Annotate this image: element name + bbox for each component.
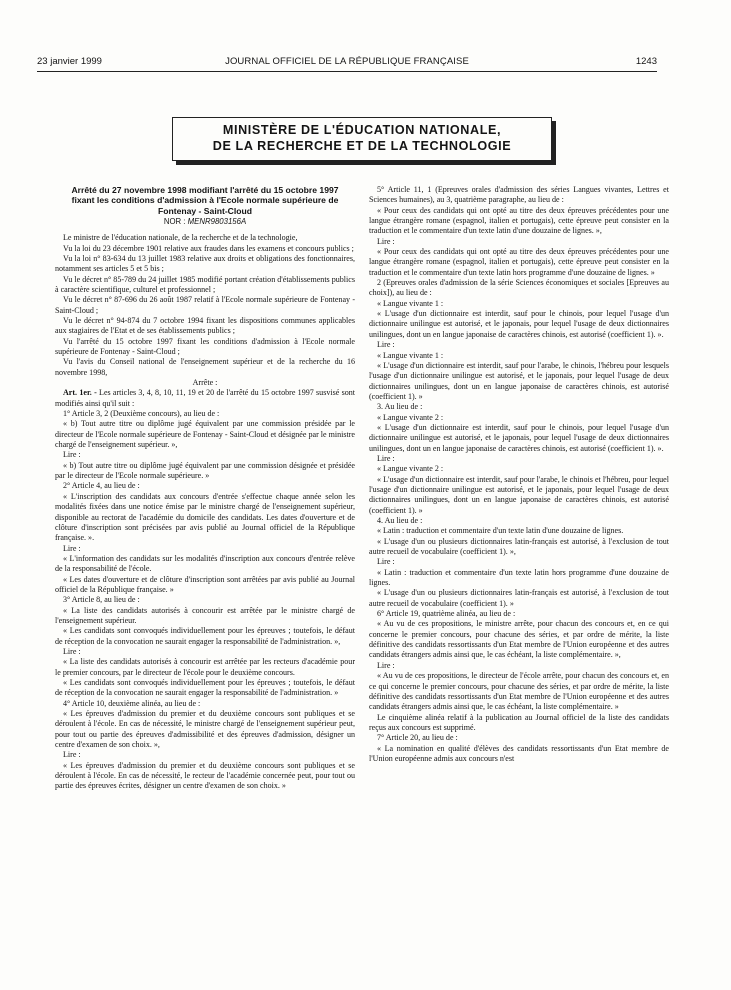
body-paragraph: « L'usage d'un dictionnaire est interdit, sauf pour le chinois, pour lequel l'usage d'un dictionnaire unilingue est autorisé, et le japonais, pour lequel l'usage de deux dictionnaires unilingues, dont un en langue japonaise de caractères chinois, est autorisé (coefficient 1). ».: [369, 422, 669, 453]
running-header: [37, 56, 657, 70]
body-paragraph: « Pour ceux des candidats qui ont opté au titre des deux épreuves précédentes pour une langue étrangère romane (espagnol, italien et portugais), cette épreuve peut consister en la traduction et le commentaire d'un texte latin d'une douzaine de lignes. »,: [369, 205, 669, 236]
body-paragraph: 3° Article 8, au lieu de :: [63, 595, 140, 605]
body-paragraph: « La nomination en qualité d'élèves des candidats ressortissants d'un Etat membre de l'Union européenne admis aux concours n'est: [369, 743, 669, 763]
body-paragraph: « Les dates d'ouverture et de clôture d'inscription sont arrêtées par avis publié au Journal officiel de la République française. »: [55, 574, 355, 594]
body-paragraph: 4. Au lieu de :: [377, 516, 423, 525]
nor-label: NOR :: [163, 216, 186, 226]
body-paragraph: Lire :: [377, 340, 395, 350]
body-paragraph: 7° Article 20, au lieu de :: [377, 733, 458, 743]
right-column: [369, 185, 669, 764]
journal-title: JOURNAL OFFICIEL DE LA RÉPUBLIQUE FRANÇAISE: [225, 56, 469, 67]
visa-paragraph: Vu la loi n° 83-634 du 13 juillet 1983 relative aux droits et obligations des fonctionnaires, notamment ses articles 5 et 5 bis ;: [55, 253, 355, 274]
body-paragraph: « Au vu de ces propositions, le directeur de l'école arrête, pour chacun des concours et, en ce qui concerne le premier concours, pour chacune des séries, et par ordre de mérite, la liste définitive des candidats ressortissants d'un Etat membre de l'Union européenne et des autres candidats étrangers admis ainsi que, le cas échéant, la liste complémentaire. »: [369, 671, 669, 712]
body-paragraph: « Les candidats sont convoqués individuellement pour les épreuves ; toutefois, le défaut de réception de la convocation ne saurait engager la responsabilité de l'administration. »: [55, 678, 355, 698]
ministry-line-1: MINISTÈRE DE L'ÉDUCATION NATIONALE,: [222, 123, 502, 137]
body-paragraph: « Langue vivante 2 :: [377, 412, 444, 422]
body-paragraph: « L'usage d'un dictionnaire est interdit, sauf pour le chinois, pour lequel l'usage d'un dictionnaire unilingue est autorisé, et le japonais, pour lequel l'usage de deux dictionnaires unilingues, dont un en langue japonaise de caractères chinois, est autorisé (coefficient 1). ».: [369, 309, 669, 339]
body-paragraph: Lire :: [377, 557, 395, 567]
body-paragraph: « b) Tout autre titre ou diplôme jugé équivalent par une commission présidée par le directeur de l'Ecole normale supérieure de Fontenay - Saint-Cloud et désignée par le ministre chargé de l'enseignement supérieur. »,: [55, 419, 355, 450]
decree-title: Arrêté du 27 novembre 1998 modifiant l'arrêté du 15 octobre 1997 fixant les conditions d'admission à l'Ecole normale supérieure de Fontenay - Saint-Cloud: [71, 185, 339, 216]
body-paragraph: « L'information des candidats sur les modalités d'inscription aux concours d'entrée relève de la responsabilité de l'école.: [55, 553, 355, 574]
visa-paragraph: Vu l'arrêté du 15 octobre 1997 fixant les conditions d'admission à l'Ecole normale supérieure de Fontenay - Saint-Cloud ;: [55, 336, 355, 357]
left-body: [55, 409, 355, 792]
body-paragraph: « Latin : traduction et commentaire d'un texte latin d'une douzaine de lignes.: [377, 526, 624, 536]
body-paragraph: 6° Article 19, quatrième alinéa, au lieu de :: [377, 609, 516, 619]
body-paragraph: « L'usage d'un ou plusieurs dictionnaires latin-français est autorisé, à l'exclusion de tout autre recueil de vocabulaire (coefficient 1). »: [369, 588, 669, 608]
body-paragraph: « Les candidats sont convoqués individuellement pour les épreuves ; toutefois, le défaut de réception de la convocation ne saurait engager la responsabilité de l'administration. »,: [55, 626, 355, 646]
body-paragraph: « b) Tout autre titre ou diplôme jugé équivalent par une commission désignée et présidée par le directeur de l'Ecole normale supérieure. »: [55, 460, 355, 481]
body-paragraph: « Langue vivante 1 :: [377, 298, 444, 308]
article-1-text: Les articles 3, 4, 8, 10, 11, 19 et 20 de l'arrêté du 15 octobre 1997 susvisé sont modifiés ainsi qu'il suit :: [55, 388, 355, 408]
body-paragraph: « L'usage d'un dictionnaire est interdit, sauf pour l'arabe, le chinois, l'hébreu pour lesquels l'usage d'un dictionnaire unilingue est autorisé, et le japonais, pour lequel l'usage de deux dictionnaires unilingues, dont un en langue japonaise de caractères chinois, est autorisé (coefficient 1). »: [369, 360, 669, 401]
left-column: [55, 185, 355, 792]
body-paragraph: « Les épreuves d'admission du premier et du deuxième concours sont publiques et se déroulent à l'école. En cas de nécessité, le ministre chargé de l'enseignement supérieur peut, pour tout ou partie des épreuves d'admissibilité et des épreuves d'admission, désigner un centre d'examen de son choix. »,: [55, 709, 355, 750]
body-paragraph: 2 (Epreuves orales d'admission de la série Sciences économiques et sociales [Epreuves au choix]), au lieu de :: [369, 278, 669, 298]
body-paragraph: « Au vu de ces propositions, le ministre arrête, pour chacun des concours et, en ce qui concerne le premier concours, pour chacune des séries, et par ordre de mérite, la liste définitive des candidats ressortissants d'un Etat membre de l'Union européenne et des autres candidats étrangers admis ainsi que, le cas échéant, la liste complémentaire. »,: [369, 619, 669, 660]
body-paragraph: 3. Au lieu de :: [377, 402, 423, 412]
body-paragraph: « Pour ceux des candidats qui ont opté au titre des deux épreuves précédentes pour une langue étrangère romane (espagnol, italien et portugais), cette épreuve peut consister en la traduction et le commentaire d'un texte latin hors programme d'une douzaine de lignes. »: [369, 247, 669, 277]
body-paragraph: 2° Article 4, au lieu de :: [63, 481, 140, 491]
body-paragraph: Lire :: [377, 453, 395, 463]
article-1-label: Art. 1er. -: [63, 388, 97, 398]
body-paragraph: « L'usage d'un dictionnaire est interdit, sauf pour l'arabe, le chinois et l'hébreu, pour lequel l'usage d'un dictionnaire unilingue est autorisé, et le japonais, pour lequel l'usage de deux dictionnaires unilingues, dont un en langue japonaise de caractères chinois, est autorisé (coefficient 1). »: [369, 474, 669, 515]
body-paragraph: 1° Article 3, 2 (Deuxième concours), au lieu de :: [63, 409, 220, 419]
right-body: [369, 185, 669, 764]
visa-paragraph: Vu le décret n° 85-789 du 24 juillet 1985 modifié portant création d'établissements publics à caractère scientifique, culturel et professionnel ;: [55, 274, 355, 294]
visa-paragraph: Vu l'avis du Conseil national de l'enseignement supérieur et de la recherche du 16 novembre 1998,: [55, 357, 355, 377]
body-paragraph: « Langue vivante 2 :: [377, 464, 444, 474]
body-paragraph: Lire :: [63, 646, 81, 656]
body-paragraph: Lire :: [63, 450, 81, 460]
visas-block: [55, 233, 355, 378]
ministry-line-2: DE LA RECHERCHE ET DE LA TECHNOLOGIE: [212, 139, 512, 153]
body-paragraph: Lire :: [377, 660, 395, 670]
page-number: 1243: [635, 56, 657, 67]
article-1: [55, 388, 355, 409]
visa-paragraph: Vu le décret n° 94-874 du 7 octobre 1994 fixant les dispositions communes applicables aux stagiaires de l'Etat et de ses établissements publics ;: [55, 315, 355, 336]
body-paragraph: Lire :: [63, 543, 81, 553]
header-rule: [37, 71, 657, 72]
arrete-word: Arrête :: [192, 378, 218, 388]
nor-code: MENR9803156A: [187, 216, 247, 226]
body-paragraph: « L'usage d'un ou plusieurs dictionnaires latin-français est autorisé, à l'exclusion de tout autre recueil de vocabulaire (coefficient 1). »,: [369, 536, 669, 557]
body-paragraph: Lire :: [377, 236, 395, 246]
body-paragraph: « Langue vivante 1 :: [377, 350, 444, 360]
ministry-heading-box: [172, 117, 552, 161]
visa-paragraph: Vu le décret n° 87-696 du 26 août 1987 relatif à l'Ecole normale supérieure de Fontenay - Saint-Cloud ;: [55, 295, 355, 315]
body-paragraph: Le cinquième alinéa relatif à la publication au Journal officiel de la liste des candidats reçus aux concours est supprimé.: [369, 712, 669, 732]
body-paragraph: « La liste des candidats autorisés à concourir est arrêtée par les recteurs d'académie pour le premier concours, par le directeur de l'école pour le deuxième concours.: [55, 657, 355, 677]
issue-date: 23 janvier 1999: [37, 56, 102, 67]
body-paragraph: 5° Article 11, 1 (Epreuves orales d'admission des séries Langues vivantes, Lettres et Sciences humaines), au 3, quatrième paragraphe, au lieu de :: [369, 185, 669, 205]
body-paragraph: « La liste des candidats autorisés à concourir est arrêtée par le ministre chargé de l'enseignement supérieur.: [55, 605, 355, 625]
visa-paragraph: Vu la loi du 23 décembre 1901 relative aux fraudes dans les examens et concours publics ;: [63, 243, 354, 253]
body-paragraph: Lire :: [63, 750, 81, 760]
body-paragraph: « L'inscription des candidats aux concours d'entrée s'effectue chaque année selon les modalités fixées dans une notice émise par le ministre chargé de l'enseignement supérieur, disponible au rectorat de l'académie du domicile des candidats. Les dates d'ouverture et de clôture d'inscription sont précisées par avis publié au Journal officiel de la République française. ».: [55, 491, 355, 543]
visa-paragraph: Le ministre de l'éducation nationale, de la recherche et de la technologie,: [63, 233, 298, 243]
body-paragraph: « Latin : traduction et commentaire d'un texte latin hors programme d'une douzaine de lignes.: [369, 567, 669, 588]
body-paragraph: 4° Article 10, deuxième alinéa, au lieu de :: [63, 698, 201, 708]
body-paragraph: « Les épreuves d'admission du premier et du deuxième concours sont publiques et se déroulent à l'école. En cas de nécessité, le recteur de l'académie concernée peut, pour tout ou partie des épreuves écrites, désigner un centre d'examen de son choix. »: [55, 760, 355, 791]
nor-reference: [55, 217, 355, 227]
